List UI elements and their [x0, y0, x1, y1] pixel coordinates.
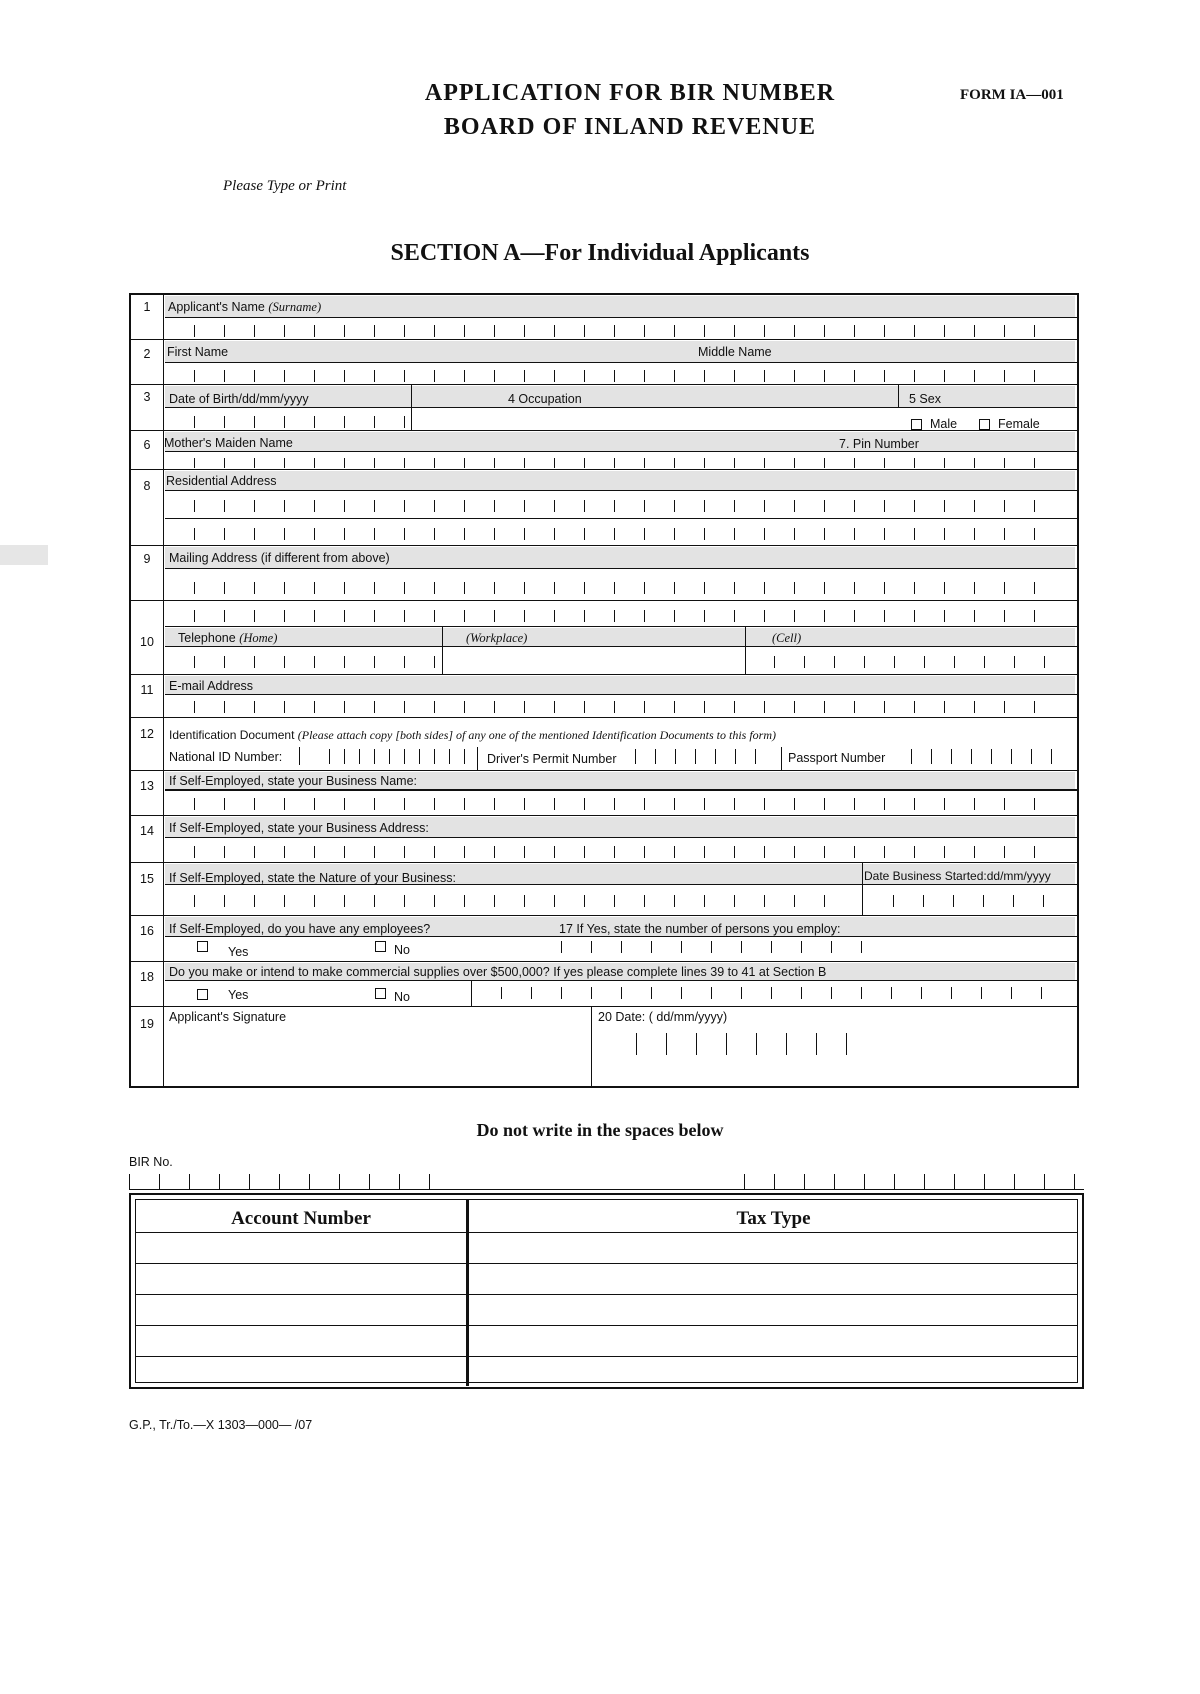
- row-number: 10: [140, 635, 154, 649]
- business-name-field[interactable]: [194, 798, 1061, 810]
- table-row: [136, 1356, 1077, 1357]
- footer-code: G.P., Tr./To.—X 1303—000— /07: [129, 1418, 313, 1432]
- passport-number-field[interactable]: [911, 749, 1066, 764]
- signature-field[interactable]: [167, 1030, 587, 1082]
- residential-address-line2[interactable]: [194, 528, 1061, 540]
- date-field[interactable]: [636, 1033, 876, 1055]
- form-title: APPLICATION FOR BIR NUMBER: [424, 80, 836, 106]
- table-row: [136, 1263, 1077, 1264]
- employees-yes-checkbox[interactable]: [197, 941, 208, 952]
- mailing-address-line1[interactable]: [194, 582, 1061, 594]
- row-number: 18: [140, 970, 154, 984]
- residential-address-label: Residential Address: [166, 474, 277, 488]
- commercial-supplies-label: Do you make or intend to make commercial supplies over $500,000? If yes please complete lines 39 to 41 at Section B: [169, 965, 827, 979]
- passport-number-label: Passport Number: [788, 751, 886, 765]
- employees-no-label: No: [394, 943, 410, 957]
- national-id-field[interactable]: [329, 749, 479, 764]
- occupation-label: 4 Occupation: [508, 392, 582, 406]
- email-label: E-mail Address: [169, 679, 254, 693]
- business-name-label: If Self-Employed, state your Business Name:: [169, 774, 418, 788]
- dob-field[interactable]: [194, 416, 414, 428]
- date-label: 20 Date: ( dd/mm/yyyy): [598, 1010, 728, 1024]
- row-number: 9: [143, 552, 151, 566]
- nature-of-business-field[interactable]: [194, 895, 854, 907]
- business-address-label: If Self-Employed, state your Business Address:: [169, 821, 429, 835]
- maiden-pin-field[interactable]: [194, 458, 1061, 468]
- number-employed-field[interactable]: [561, 941, 871, 953]
- surname-field[interactable]: [194, 325, 1061, 337]
- national-id-label: National ID Number:: [169, 750, 283, 764]
- row-number: 14: [140, 824, 154, 838]
- section-a-form: [129, 293, 1079, 1088]
- drivers-permit-field[interactable]: [635, 749, 775, 764]
- female-checkbox[interactable]: [979, 419, 990, 430]
- mailing-address-label: Mailing Address (if different from above): [169, 551, 390, 565]
- account-number-header: Account Number: [231, 1208, 371, 1229]
- margin-tab: [0, 545, 48, 565]
- maiden-name-label: Mother's Maiden Name: [164, 436, 293, 450]
- middle-name-label: Middle Name: [698, 345, 772, 359]
- office-use-table: [129, 1193, 1084, 1389]
- commercial-no-label: No: [394, 990, 410, 1004]
- row-number: 1: [143, 300, 151, 314]
- date-business-started-field[interactable]: [893, 895, 1061, 907]
- nature-of-business-label: If Self-Employed, state the Nature of your Business:: [169, 871, 456, 885]
- number-employed-label: 17 If Yes, state the number of persons you employ:: [559, 922, 841, 936]
- tax-type-header: Tax Type: [736, 1208, 811, 1229]
- employees-question-label: If Self-Employed, do you have any employees?: [169, 922, 431, 936]
- telephone-cell-label: (Cell): [772, 631, 802, 645]
- row-number: 2: [143, 347, 151, 361]
- telephone-cell-field[interactable]: [774, 656, 1061, 668]
- row-number: 6: [143, 438, 151, 452]
- section-title: SECTION A—For Individual Applicants: [390, 240, 810, 266]
- drivers-permit-label: Driver's Permit Number: [487, 752, 617, 766]
- commercial-yes-label: Yes: [228, 988, 249, 1002]
- bir-number-field-left: [129, 1174, 439, 1190]
- row-number: 12: [140, 727, 154, 741]
- date-business-started-label: Date Business Started:dd/mm/yyyy: [864, 869, 1051, 883]
- identification-document-label: Identification Document (Please attach copy [both sides] of any one of the mentioned Identification Documents to this form): [169, 728, 776, 742]
- telephone-home-field[interactable]: [194, 656, 444, 668]
- table-row: [136, 1325, 1077, 1326]
- row-number: 8: [143, 479, 151, 493]
- row-number: 3: [143, 390, 151, 404]
- commercial-supplies-field[interactable]: [501, 987, 1061, 999]
- bir-number-label: BIR No.: [129, 1155, 173, 1169]
- row-number: 15: [140, 872, 154, 886]
- commercial-yes-checkbox[interactable]: [197, 989, 208, 1000]
- office-use-heading: Do not write in the spaces below: [476, 1120, 724, 1140]
- sex-label: 5 Sex: [909, 392, 941, 406]
- form-subtitle: BOARD OF INLAND REVENUE: [443, 114, 817, 140]
- telephone-home-label: Telephone (Home): [178, 631, 278, 645]
- signature-label: Applicant's Signature: [169, 1010, 287, 1024]
- first-middle-name-field[interactable]: [194, 370, 1061, 382]
- instruction-text: Please Type or Print: [223, 178, 347, 194]
- male-label: Male: [930, 417, 958, 431]
- first-name-label: First Name: [167, 345, 229, 359]
- surname-label: Applicant's Name (Surname): [168, 300, 322, 314]
- business-address-field[interactable]: [194, 846, 1061, 858]
- bir-number-baseline: [129, 1189, 1084, 1190]
- mailing-address-line2[interactable]: [194, 610, 1061, 622]
- bir-number-field-right: [744, 1174, 1086, 1190]
- telephone-workplace-label: (Workplace): [466, 631, 528, 645]
- dob-label: Date of Birth/dd/mm/yyyy: [169, 392, 309, 406]
- male-checkbox[interactable]: [911, 419, 922, 430]
- row-number: 19: [140, 1017, 154, 1031]
- form-number: FORM IA—001: [960, 87, 1064, 103]
- row-number: 13: [140, 779, 154, 793]
- residential-address-line1[interactable]: [194, 500, 1061, 512]
- table-row: [136, 1294, 1077, 1295]
- commercial-no-checkbox[interactable]: [375, 988, 386, 999]
- pin-number-label: 7. Pin Number: [839, 437, 919, 451]
- email-field[interactable]: [194, 701, 1061, 713]
- female-label: Female: [998, 417, 1040, 431]
- employees-no-checkbox[interactable]: [375, 941, 386, 952]
- row-number: 11: [140, 683, 154, 697]
- employees-yes-label: Yes: [228, 945, 249, 959]
- row-number: 16: [140, 924, 154, 938]
